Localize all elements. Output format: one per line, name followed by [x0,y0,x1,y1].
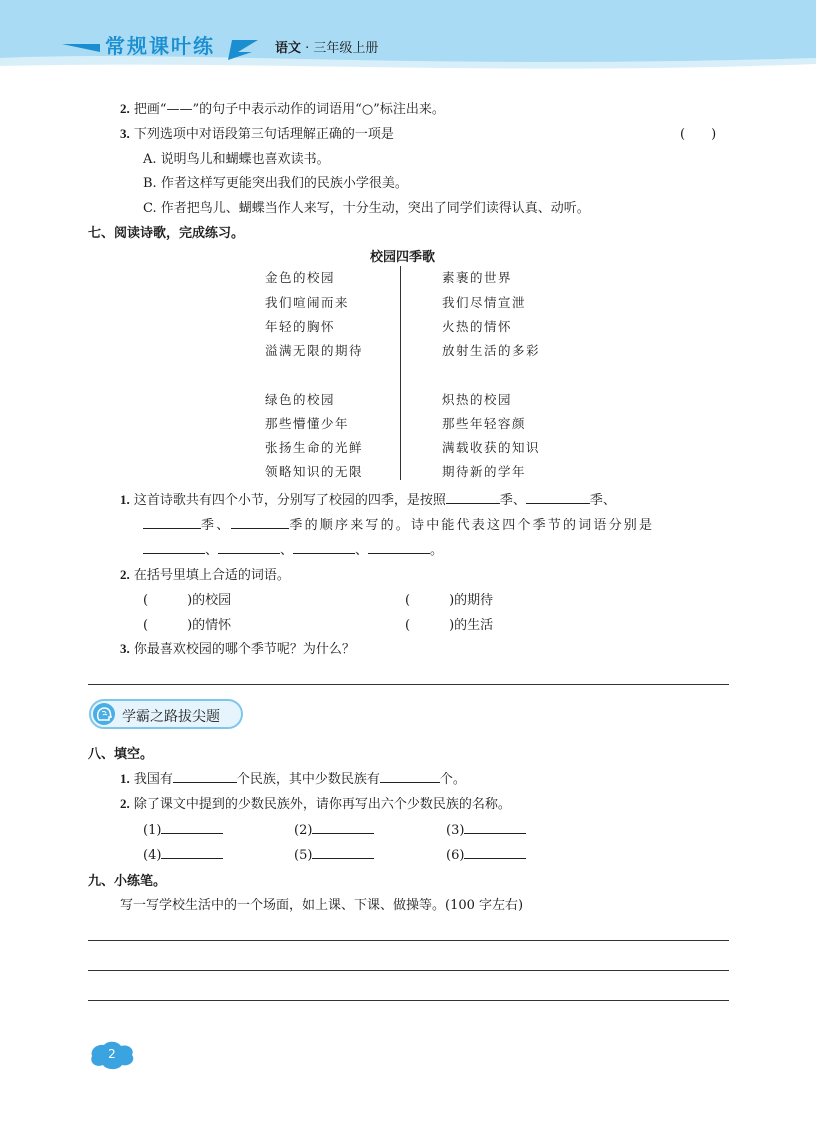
question-number: 2. [120,796,130,811]
poem-line: 张扬生命的光鲜 [265,440,364,455]
answer-blank[interactable] [231,514,289,529]
writing-line[interactable] [88,940,729,941]
question-text: 你最喜欢校园的哪个季节呢？为什么？ [133,642,355,657]
poem-line: 领略知识的无限 [265,464,364,479]
question-text: 个。 [439,772,466,787]
question-text: 我国有 [133,772,173,787]
question-text: 个民族，其中少数民族有 [236,772,380,787]
page-header [0,0,816,80]
answer-blank[interactable] [143,539,205,554]
poem-line: 满载收获的知识 [442,440,541,455]
option-b[interactable]: B. 作者这样写更能突出我们的民族小学很美。 [143,176,408,191]
question-7-2 [120,564,290,583]
question-8-2 [120,793,511,812]
page-number-badge [88,1038,136,1072]
poem-line: 金色的校园 [265,270,336,285]
answer-blank[interactable] [173,768,237,783]
poem-line: 溢满无限的期待 [265,343,364,358]
blank-label: (5) [294,848,313,863]
separator: 、 [355,543,369,558]
option-c[interactable]: C. 作者把鸟儿、蝴蝶当作人来写，十分生动，突出了同学们读得认真、动听。 [143,201,590,216]
question-text: 除了课文中提到的少数民族外，请你再写出六个少数民族的名称。 [133,797,511,812]
poem-line: 绿色的校园 [265,392,336,407]
brain-head-icon [93,703,115,725]
question-7-1-line-1 [120,489,616,508]
blank-label: (1) [143,823,162,838]
fill-paren-item[interactable]: ( )的校园 [143,593,232,608]
question-6-3 [120,123,394,142]
separator: 、 [205,543,219,558]
question-text: 季、 [589,493,616,508]
poem-divider [400,266,401,480]
poem-line: 火热的情怀 [442,319,513,334]
poem-line: 那些懵懂少年 [265,416,350,431]
section-7-title: 七、阅读诗歌，完成练习。 [88,226,245,241]
minority-blank-2 [294,819,374,838]
page-number: 2 [108,1047,116,1061]
answer-paren[interactable]: ( ) [680,127,717,142]
question-number: 1. [120,492,130,507]
minority-blank-6 [446,844,526,863]
section-8-title: 八、填空。 [88,747,154,762]
brand-title: 常规课叶练 [105,34,215,58]
subject-name: 语文 [275,41,302,56]
answer-blank[interactable] [161,844,223,859]
question-text: 把画“——”的句子中表示动作的词语用“○”标注出来。 [133,102,445,117]
answer-blank[interactable] [161,819,223,834]
answer-blank[interactable] [293,539,355,554]
answer-blank[interactable] [218,539,280,554]
writing-line[interactable] [88,1000,729,1001]
answer-blank[interactable] [526,489,590,504]
question-number: 1. [120,771,130,786]
answer-line[interactable] [88,684,729,685]
blank-label: (2) [294,823,313,838]
question-text: 季的顺序来写的。诗中能代表这四个季节的词语分别是 [289,518,655,533]
poem-title: 校园四季歌 [370,250,436,265]
blank-label: (3) [446,823,465,838]
question-8-1 [120,768,466,787]
question-text: 下列选项中对语段第三句话理解正确的一项是 [133,127,394,142]
question-text: 这首诗歌共有四个小节，分别写了校园的四季，是按照 [133,493,446,508]
answer-blank[interactable] [446,489,500,504]
answer-blank[interactable] [368,539,430,554]
poem-line: 期待新的学年 [442,464,527,479]
answer-blank[interactable] [143,514,201,529]
poem-line: 炽热的校园 [442,392,513,407]
fill-paren-item[interactable]: ( )的情怀 [143,618,232,633]
blank-label: (4) [143,848,162,863]
period: 。 [430,543,444,558]
answer-blank[interactable] [464,819,526,834]
poem-line: 年轻的胸怀 [265,319,336,334]
question-7-3 [120,638,355,657]
minority-blank-5 [294,844,374,863]
fill-paren-item[interactable]: ( )的生活 [405,618,494,633]
poem-line: 那些年轻容颜 [442,416,527,431]
question-text: 季、 [499,493,526,508]
word-count-note: (100 字左右) [445,898,524,913]
answer-blank[interactable] [312,819,374,834]
subject-label [275,37,378,56]
blank-label: (6) [446,848,465,863]
answer-blank[interactable] [312,844,374,859]
minority-blank-4 [143,844,223,863]
question-text: 季、 [201,518,232,533]
answer-blank[interactable] [380,768,440,783]
question-6-2 [120,98,445,117]
poem-line: 素裹的世界 [442,270,513,285]
question-number: 3. [120,126,130,141]
question-number: 3. [120,641,130,656]
option-a[interactable]: A. 说明鸟儿和蝴蝶也喜欢读书。 [143,152,330,167]
question-number: 2. [120,101,130,116]
writing-prompt [120,894,523,913]
question-7-1-line-2 [143,514,654,533]
fill-paren-item[interactable]: ( )的期待 [405,593,494,608]
question-text: 在括号里填上合适的词语。 [133,568,290,583]
challenge-badge [89,699,243,729]
grade-label: · 三年级上册 [305,41,379,56]
writing-line[interactable] [88,970,729,971]
minority-blank-1 [143,819,223,838]
section-9-title: 九、小练笔。 [88,874,167,889]
question-7-1-line-3 [143,539,443,558]
poem-line: 放射生活的多彩 [442,343,541,358]
minority-blank-3 [446,819,526,838]
prompt-text: 写一写学校生活中的一个场面，如上课、下课、做操等。 [120,898,446,913]
question-number: 2. [120,567,130,582]
poem-line: 我们喧闹而来 [265,295,350,310]
poem-line: 我们尽情宣泄 [442,295,527,310]
answer-blank[interactable] [464,844,526,859]
separator: 、 [280,543,294,558]
badge-label: 学霸之路拔尖题 [122,709,220,725]
